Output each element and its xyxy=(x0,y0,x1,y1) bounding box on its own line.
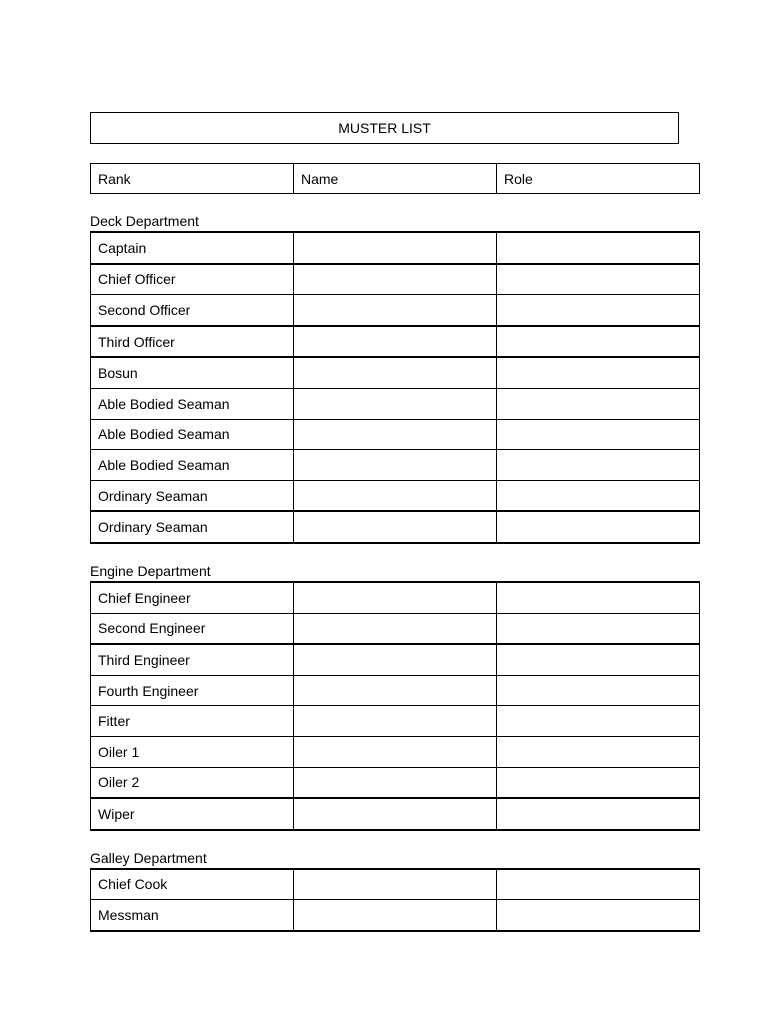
table-row xyxy=(91,869,700,900)
table-row xyxy=(91,736,700,767)
document-title: MUSTER LIST xyxy=(90,112,679,144)
table-row xyxy=(91,582,700,613)
name-field[interactable] xyxy=(294,798,497,830)
name-field[interactable] xyxy=(294,388,497,419)
rank-cell: Second Officer xyxy=(91,295,294,326)
role-field[interactable] xyxy=(497,675,700,706)
rank-cell: Able Bodied Seaman xyxy=(91,450,294,481)
role-field[interactable] xyxy=(497,736,700,767)
role-field[interactable] xyxy=(497,767,700,798)
name-field[interactable] xyxy=(294,582,497,613)
role-field[interactable] xyxy=(497,419,700,450)
role-field[interactable] xyxy=(497,295,700,326)
name-field[interactable] xyxy=(294,869,497,900)
rank-cell: Captain xyxy=(91,232,294,264)
table-row xyxy=(91,419,700,450)
table-row xyxy=(91,388,700,419)
rank-cell: Wiper xyxy=(91,798,294,830)
role-field[interactable] xyxy=(497,357,700,388)
section-table-deck-department xyxy=(90,231,700,544)
department-sections xyxy=(90,212,679,932)
rank-cell: Able Bodied Seaman xyxy=(91,419,294,450)
section-heading-engine-department: Engine Department xyxy=(90,562,211,579)
table-row xyxy=(91,767,700,798)
muster-list-document xyxy=(90,112,679,932)
role-field[interactable] xyxy=(497,480,700,511)
table-row xyxy=(91,613,700,644)
rank-cell: Fourth Engineer xyxy=(91,675,294,706)
column-header-name: Name xyxy=(294,164,497,194)
rank-cell: Bosun xyxy=(91,357,294,388)
section-table-engine-department xyxy=(90,581,700,831)
section-table-galley-department xyxy=(90,868,700,932)
table-row xyxy=(91,357,700,388)
role-field[interactable] xyxy=(497,706,700,737)
section-heading-deck-department: Deck Department xyxy=(90,213,199,229)
role-field[interactable] xyxy=(497,232,700,264)
table-row xyxy=(91,450,700,481)
name-field[interactable] xyxy=(294,675,497,706)
name-field[interactable] xyxy=(294,613,497,644)
role-field[interactable] xyxy=(497,264,700,295)
role-field[interactable] xyxy=(497,613,700,644)
column-header-table xyxy=(90,163,700,194)
role-field[interactable] xyxy=(497,511,700,543)
name-field[interactable] xyxy=(294,326,497,358)
rank-cell: Able Bodied Seaman xyxy=(91,388,294,419)
role-field[interactable] xyxy=(497,388,700,419)
name-field[interactable] xyxy=(294,511,497,543)
rank-cell: Chief Officer xyxy=(91,264,294,295)
name-field[interactable] xyxy=(294,450,497,481)
role-field[interactable] xyxy=(497,644,700,675)
name-field[interactable] xyxy=(294,295,497,326)
name-field[interactable] xyxy=(294,644,497,675)
name-field[interactable] xyxy=(294,706,497,737)
rank-cell: Ordinary Seaman xyxy=(91,480,294,511)
column-header-role: Role xyxy=(497,164,700,194)
rank-cell: Chief Engineer xyxy=(91,582,294,613)
name-field[interactable] xyxy=(294,232,497,264)
rank-cell: Fitter xyxy=(91,706,294,737)
role-field[interactable] xyxy=(497,798,700,830)
name-field[interactable] xyxy=(294,736,497,767)
table-row xyxy=(91,295,700,326)
rank-cell: Third Engineer xyxy=(91,644,294,675)
role-field[interactable] xyxy=(497,450,700,481)
section-heading-galley-department: Galley Department xyxy=(90,849,207,866)
role-field[interactable] xyxy=(497,869,700,900)
role-field[interactable] xyxy=(497,900,700,931)
name-field[interactable] xyxy=(294,900,497,931)
name-field[interactable] xyxy=(294,419,497,450)
table-row xyxy=(91,675,700,706)
name-field[interactable] xyxy=(294,767,497,798)
column-header-rank: Rank xyxy=(91,164,294,194)
table-row xyxy=(91,511,700,543)
table-row xyxy=(91,326,700,358)
role-field[interactable] xyxy=(497,582,700,613)
name-field[interactable] xyxy=(294,357,497,388)
rank-cell: Ordinary Seaman xyxy=(91,511,294,543)
table-row xyxy=(91,798,700,830)
table-row xyxy=(91,644,700,675)
column-header-row xyxy=(91,164,700,194)
rank-cell: Messman xyxy=(91,900,294,931)
role-field[interactable] xyxy=(497,326,700,358)
table-row xyxy=(91,900,700,931)
table-row xyxy=(91,706,700,737)
rank-cell: Third Officer xyxy=(91,326,294,358)
name-field[interactable] xyxy=(294,480,497,511)
rank-cell: Chief Cook xyxy=(91,869,294,900)
rank-cell: Oiler 2 xyxy=(91,767,294,798)
table-row xyxy=(91,480,700,511)
table-row xyxy=(91,264,700,295)
name-field[interactable] xyxy=(294,264,497,295)
rank-cell: Second Engineer xyxy=(91,613,294,644)
table-row xyxy=(91,232,700,264)
rank-cell: Oiler 1 xyxy=(91,736,294,767)
